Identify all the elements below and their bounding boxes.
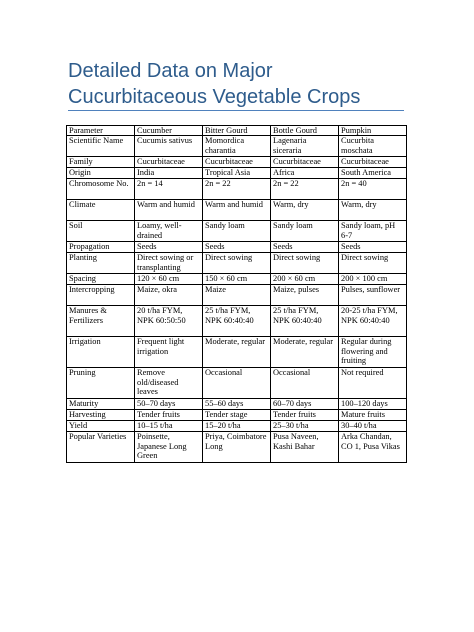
table-cell: Pusa Naveen, Kashi Bahar [271,432,339,463]
table-row [67,285,407,306]
table-cell: Maize, okra [135,285,203,306]
table-cell: Maize, pulses [271,285,339,306]
row-label-cell: Propagation [67,242,135,253]
table-cell: Cucurbitaceae [271,157,339,168]
table-cell: Cucumis sativus [135,136,203,157]
table-cell: 25 t/ha FYM, NPK 60:40:40 [271,306,339,337]
table-cell: Momordica charantia [203,136,271,157]
row-label-cell: Yield [67,421,135,432]
table-cell: Loamy, well-drained [135,221,203,242]
table-cell: 200 × 60 cm [271,274,339,285]
table-cell: 55–60 days [203,399,271,410]
table-row [67,274,407,285]
table-cell: 15–20 t/ha [203,421,271,432]
table-cell: Priya, Coimbatore Long [203,432,271,463]
table-row [67,410,407,421]
table-cell: Moderate, regular [271,337,339,368]
row-label-cell: Manures & Fertilizers [67,306,135,337]
table-row [67,306,407,337]
table-cell: 2n = 40 [339,179,407,200]
table-cell: Warm, dry [271,200,339,221]
column-header: Pumpkin [339,126,407,136]
table-cell: Tropical Asia [203,168,271,179]
table-cell: Seeds [339,242,407,253]
table-cell: 60–70 days [271,399,339,410]
table-cell: 20 t/ha FYM, NPK 60:50:50 [135,306,203,337]
table-cell: Tender stage [203,410,271,421]
table-cell: 30–40 t/ha [339,421,407,432]
table-cell: Direct sowing [203,253,271,274]
row-label-cell: Harvesting [67,410,135,421]
table-cell: 100–120 days [339,399,407,410]
table-cell: 25 t/ha FYM, NPK 60:40:40 [203,306,271,337]
table-cell: Sandy loam [271,221,339,242]
table-cell: Sandy loam, pH 6-7 [339,221,407,242]
table-cell: 120 × 60 cm [135,274,203,285]
table-cell: Frequent light irrigation [135,337,203,368]
crop-data-table [66,125,407,463]
table-cell: 150 × 60 cm [203,274,271,285]
table-cell: Remove old/diseased leaves [135,368,203,399]
table-cell: Warm and humid [203,200,271,221]
table-cell: 25–30 t/ha [271,421,339,432]
row-label-cell: Soil [67,221,135,242]
table-row [67,157,407,168]
table-cell: Occasional [271,368,339,399]
table-cell: Occasional [203,368,271,399]
table-row [67,136,407,157]
table-cell: 2n = 14 [135,179,203,200]
table-cell: Cucurbita moschata [339,136,407,157]
table-cell: Direct sowing [271,253,339,274]
row-label-cell: Spacing [67,274,135,285]
table-cell: Not required [339,368,407,399]
row-label-cell: Pruning [67,368,135,399]
row-label-cell: Planting [67,253,135,274]
table-row [67,179,407,200]
column-header: Cucumber [135,126,203,136]
table-cell: Tender fruits [135,410,203,421]
row-label-cell: Popular Varieties [67,432,135,463]
table-cell: Warm and humid [135,200,203,221]
table-cell: 50–70 days [135,399,203,410]
table-cell: Arka Chandan, CO 1, Pusa Vikas [339,432,407,463]
table-row [67,399,407,410]
table-cell: Pulses, sunflower [339,285,407,306]
table-cell: South America [339,168,407,179]
table-cell: 20-25 t/ha FYM, NPK 60:40:40 [339,306,407,337]
title-underline [68,110,404,111]
column-header: Parameter [67,126,135,136]
table-row [67,242,407,253]
table-cell: Seeds [271,242,339,253]
table-cell: Sandy loam [203,221,271,242]
table-cell: Cucurbitaceae [339,157,407,168]
table-cell: Cucurbitaceae [203,157,271,168]
table-row [67,337,407,368]
row-label-cell: Irrigation [67,337,135,368]
table-cell: Lagenaria siceraria [271,136,339,157]
row-label-cell: Intercropping [67,285,135,306]
table-row [67,421,407,432]
table-cell: Regular during flowering and fruiting [339,337,407,368]
column-header: Bitter Gourd [203,126,271,136]
row-label-cell: Origin [67,168,135,179]
table-row [67,368,407,399]
table-cell: India [135,168,203,179]
table-cell: 200 × 100 cm [339,274,407,285]
table-cell: Africa [271,168,339,179]
table-row [67,253,407,274]
table-cell: 2n = 22 [203,179,271,200]
column-header: Bottle Gourd [271,126,339,136]
row-label-cell: Chromosome No. [67,179,135,200]
table-cell: Seeds [135,242,203,253]
table-cell: Seeds [203,242,271,253]
row-label-cell: Climate [67,200,135,221]
table-row [67,221,407,242]
table-row [67,432,407,463]
table-cell: Maize [203,285,271,306]
table-cell: Cucurbitaceae [135,157,203,168]
row-label-cell: Family [67,157,135,168]
table-cell: 10–15 t/ha [135,421,203,432]
row-label-cell: Scientific Name [67,136,135,157]
table-cell: Tender fruits [271,410,339,421]
row-label-cell: Maturity [67,399,135,410]
table-header-row [67,126,407,136]
table-cell: Mature fruits [339,410,407,421]
table-cell: 2n = 22 [271,179,339,200]
table-cell: Direct sowing [339,253,407,274]
table-cell: Moderate, regular [203,337,271,368]
table-row [67,168,407,179]
table-row [67,200,407,221]
table-cell: Poinsette, Japanese Long Green [135,432,203,463]
table-cell: Direct sowing or transplanting [135,253,203,274]
table-cell: Warm, dry [339,200,407,221]
page-title: Detailed Data on Major Cucurbitaceous Vegetable Crops [68,60,361,108]
